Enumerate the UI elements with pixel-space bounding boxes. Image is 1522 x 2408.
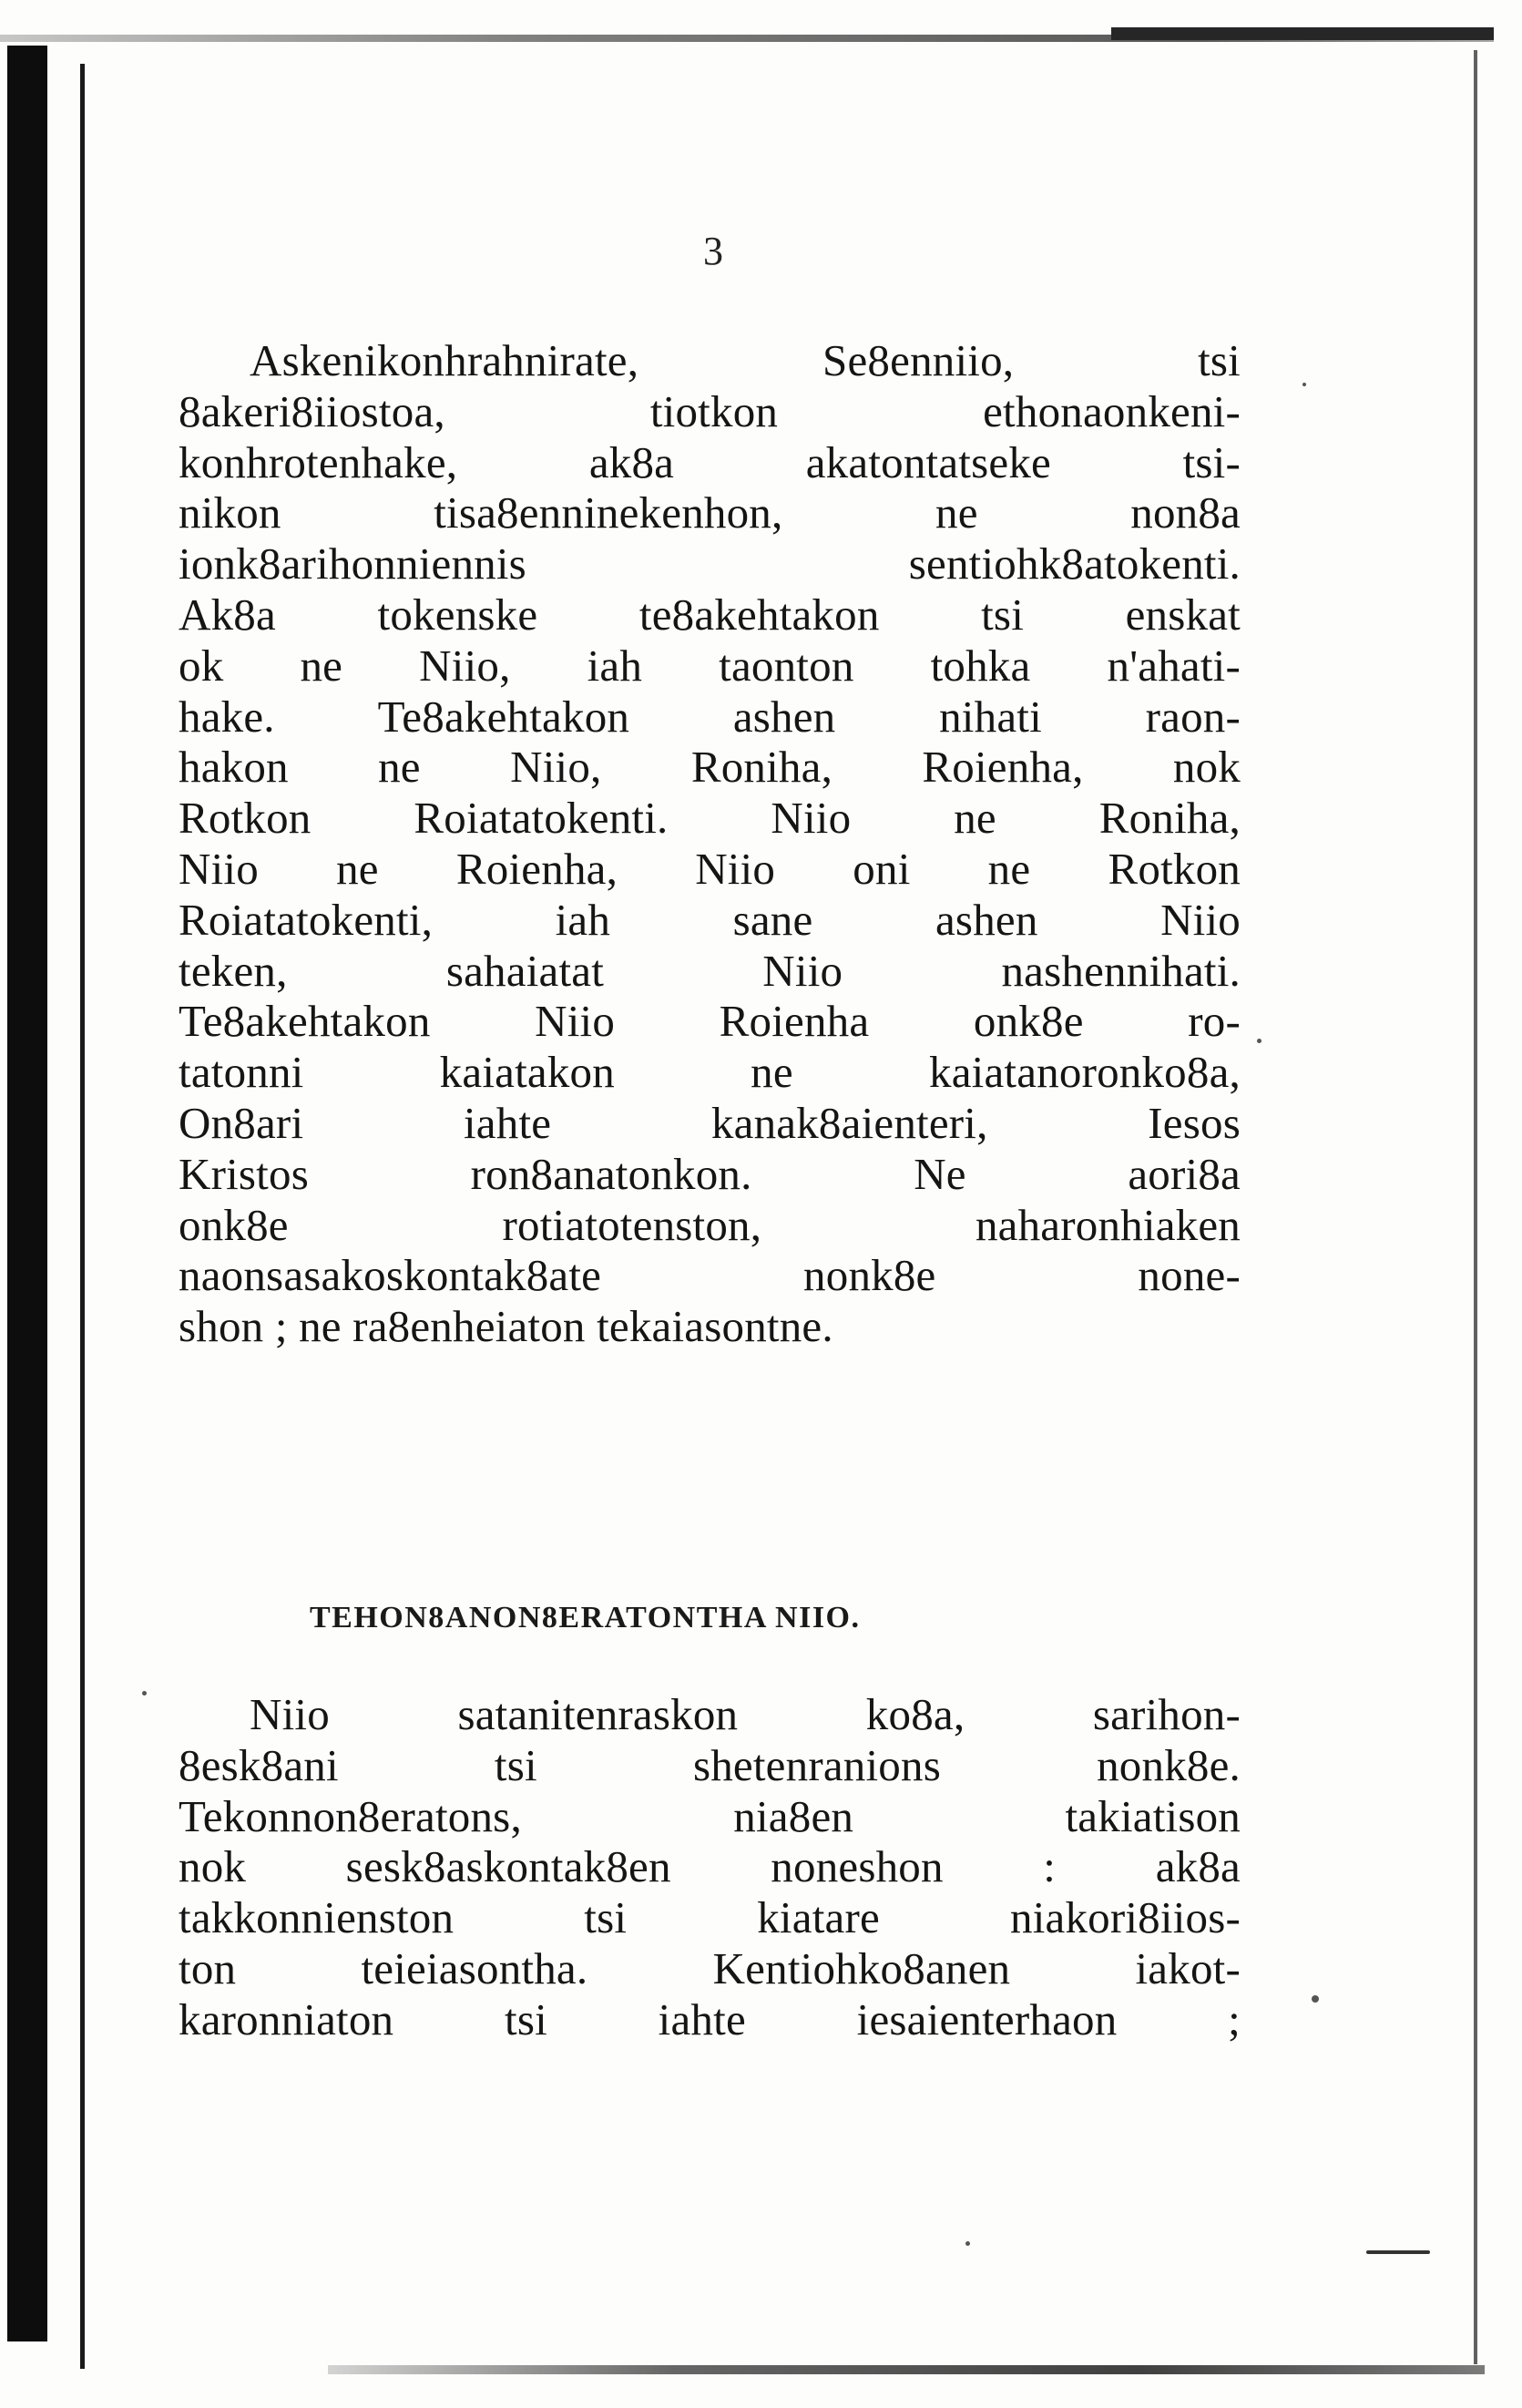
- text-line: konhrotenhake, ak8a akatontatseke tsi-: [179, 436, 1241, 487]
- text-line: Tekonnon8eratons, nia8en takiatison: [179, 1790, 1241, 1841]
- page-bottom-edge: [328, 2365, 1485, 2374]
- paragraph-2: [179, 1689, 1241, 2045]
- scan-speck: [965, 2241, 970, 2246]
- scan-speck: [142, 1691, 147, 1696]
- text-line: Te8akehtakon Niio Roienha onk8e ro-: [179, 996, 1241, 1047]
- text-line: teken, sahaiatat Niio nashennihati.: [179, 945, 1241, 996]
- book-binding-edge: [7, 46, 47, 2341]
- page-top-edge-shadow: [1111, 27, 1494, 40]
- page-left-edge: [80, 64, 85, 2369]
- scan-speck: [1312, 1995, 1319, 2003]
- page-number: 3: [703, 229, 723, 273]
- paragraph-1: [179, 335, 1241, 1352]
- text-line: Rotkon Roiatatokenti. Niio ne Roniha,: [179, 793, 1241, 844]
- text-line: naonsasakoskontak8ate nonk8e none-: [179, 1250, 1241, 1301]
- text-line: Roiatatokenti, iah sane ashen Niio: [179, 894, 1241, 945]
- text-line: On8ari iahte kanak8aienteri, Iesos: [179, 1097, 1241, 1148]
- text-line: ok ne Niio, iah taonton tohka n'ahati-: [179, 640, 1241, 691]
- section-heading: TEHON8ANON8ERATONTHA NIIO.: [310, 1601, 861, 1634]
- text-line: hakon ne Niio, Roniha, Roienha, nok: [179, 742, 1241, 793]
- text-line: takkonnienston tsi kiatare niakori8iios-: [179, 1892, 1241, 1943]
- text-line: Niio satanitenraskon ko8a, sarihon-: [250, 1689, 1241, 1739]
- text-line: shon ; ne ra8enheiaton tekaiasontne.: [179, 1301, 833, 1352]
- text-line: Niio ne Roienha, Niio oni ne Rotkon: [179, 843, 1241, 894]
- text-line: Ak8a tokenske te8akehtakon tsi enskat: [179, 589, 1241, 640]
- text-line: ton teieiasontha. Kentiohko8anen iakot-: [179, 1942, 1241, 1993]
- text-line: Kristos ron8anatonkon. Ne aori8a: [179, 1148, 1241, 1199]
- text-line: nok sesk8askontak8en noneshon : ak8a: [179, 1841, 1241, 1892]
- text-line: 8esk8ani tsi shetenranions nonk8e.: [179, 1739, 1241, 1790]
- text-line: ionk8arihonniennis sentiohk8atokenti.: [179, 538, 1241, 589]
- text-line: 8akeri8iiostoa, tiotkon ethonaonkeni-: [179, 385, 1241, 436]
- text-line: nikon tisa8enninekenhon, ne non8a: [179, 487, 1241, 538]
- text-line: Askenikonhrahnirate, Se8enniio, tsi: [250, 335, 1241, 385]
- scan-speck: [1302, 383, 1306, 386]
- text-line: karonniaton tsi iahte iesaienterhaon ;: [179, 1993, 1241, 2044]
- page-right-edge: [1474, 50, 1477, 2364]
- scan-speck: [1257, 1039, 1262, 1043]
- text-line: tatonni kaiatakon ne kaiatanoronko8a,: [179, 1047, 1241, 1098]
- scan-speck: [1366, 2250, 1430, 2254]
- text-line: onk8e rotiatotenston, naharonhiaken: [179, 1199, 1241, 1250]
- text-line: hake. Te8akehtakon ashen nihati raon-: [179, 691, 1241, 742]
